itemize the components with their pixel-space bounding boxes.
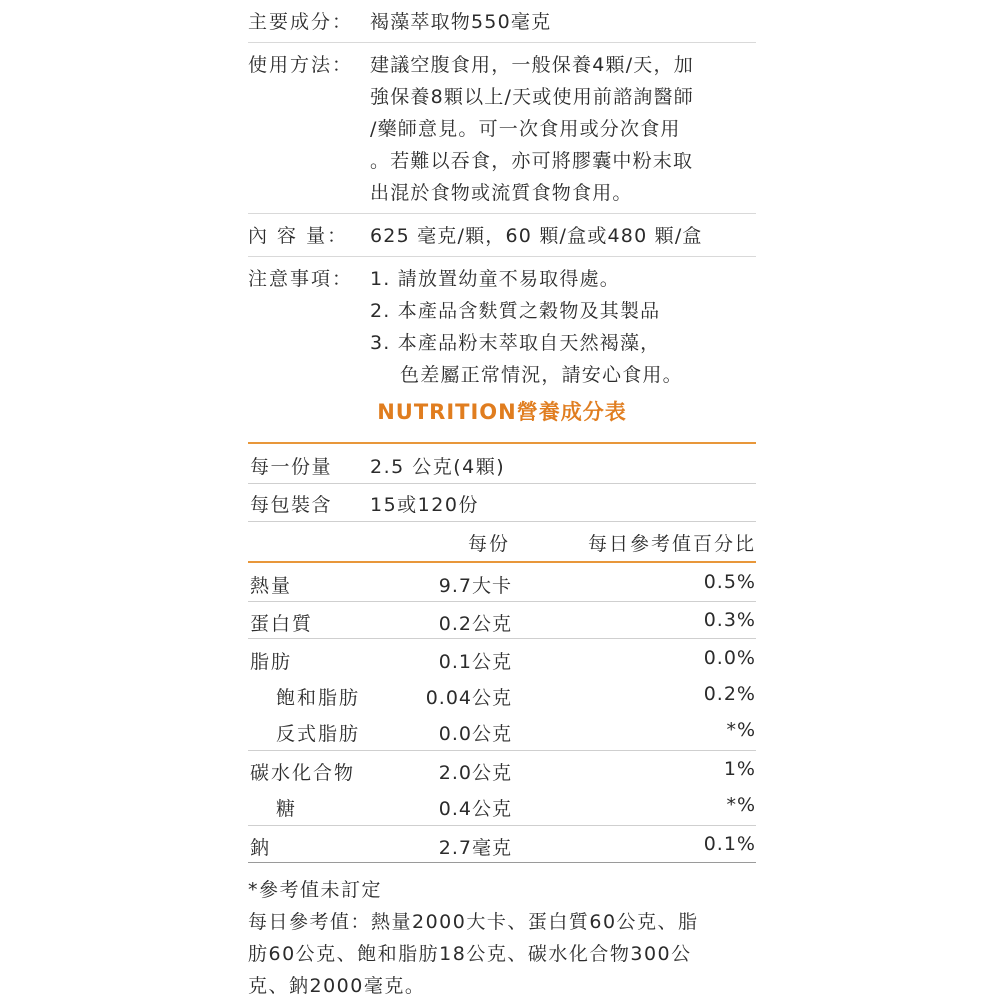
product-info: [248, 0, 756, 395]
nutrient-name: 鈉: [250, 837, 272, 859]
footnotes: [248, 874, 768, 1002]
nutrient-row-sodium: [248, 827, 756, 863]
nutrient-name: 糖: [276, 798, 298, 820]
nutrient-per-serving: 0.0公克: [438, 723, 512, 745]
servings-label: 每包裝含: [250, 494, 333, 516]
nutrition-title: NUTRITION營養成分表: [377, 400, 627, 424]
nutrient-row-carbohydrate: [248, 752, 756, 788]
nutrient-name: 飽和脂肪: [276, 687, 361, 709]
divider: [248, 638, 756, 639]
divider: [248, 825, 756, 826]
caution-item: 3. 本產品粉末萃取自天然褐藻，: [370, 332, 661, 354]
nutrient-per-serving: 0.1公克: [438, 651, 512, 673]
divider: [248, 521, 756, 522]
serving-size-label: 每一份量: [250, 456, 333, 478]
content-row: [248, 214, 756, 257]
footnote-line: 克、鈉2000毫克。: [248, 975, 426, 997]
divider: [248, 750, 756, 751]
nutrient-name: 蛋白質: [250, 613, 314, 635]
usage-label: 使用方法：: [248, 54, 354, 76]
nutrient-per-serving: 0.2公克: [438, 613, 512, 635]
nutrient-name: 熱量: [250, 575, 293, 597]
nutrient-daily-pct: 0.5%: [703, 571, 756, 593]
usage-row: [248, 43, 756, 214]
caution-item-continued: 色差屬正常情況，請安心食用。: [400, 364, 683, 386]
caution-item: 1. 請放置幼童不易取得處。: [370, 268, 620, 290]
nutrient-row-trans-fat: [248, 713, 756, 749]
nutrition-title-rule: [248, 442, 756, 444]
servings-per-pack: [250, 490, 479, 517]
caution-item: 2. 本產品含麩質之穀物及其製品: [370, 300, 661, 322]
nutrient-name: 碳水化合物: [250, 762, 356, 784]
nutrient-row-saturated-fat: [248, 677, 756, 713]
nutrient-daily-pct: 0.1%: [703, 833, 756, 855]
usage-line: 出混於食物或流質食物食用。: [370, 182, 633, 204]
nutrient-daily-pct: 0.2%: [703, 683, 756, 705]
table-bottom-rule: [248, 862, 756, 863]
nutrient-per-serving: 0.04公克: [425, 687, 512, 709]
nutrient-daily-pct: 0.0%: [703, 647, 756, 669]
nutrient-per-serving: 0.4公克: [438, 798, 512, 820]
content-text: 625 毫克/顆，60 顆/盒或480 顆/盒: [370, 225, 703, 247]
nutrient-daily-pct: 0.3%: [703, 609, 756, 631]
ingredient-label: 主要成分：: [248, 11, 354, 33]
usage-line: 強保養8顆以上/天或使用前諮詢醫師: [370, 86, 694, 108]
serving-size: [250, 452, 505, 479]
nutrient-per-serving: 2.7毫克: [438, 837, 512, 859]
nutrient-per-serving: 9.7大卡: [438, 575, 512, 597]
ingredient-row: [248, 0, 756, 43]
nutrient-name: 脂肪: [250, 651, 293, 673]
nutrient-per-serving: 2.0公克: [438, 762, 512, 784]
divider: [248, 483, 756, 484]
serving-size-value: 2.5 公克(4顆): [370, 456, 506, 478]
nutrient-daily-pct: 1%: [723, 758, 756, 780]
nutrient-row-sugar: [248, 788, 756, 824]
caution-label: 注意事項：: [248, 268, 354, 290]
nutrient-name: 反式脂肪: [276, 723, 361, 745]
ingredient-text: 褐藻萃取物550毫克: [370, 11, 552, 33]
nutrient-daily-pct: *%: [726, 794, 756, 816]
footnote-line: *參考值未訂定: [248, 879, 383, 901]
header-rule: [248, 561, 756, 563]
usage-line: 。若難以吞食，亦可將膠囊中粉末取: [370, 150, 694, 172]
usage-line: 建議空腹食用，一般保養4顆/天，加: [370, 54, 694, 76]
caution-row: [248, 257, 756, 395]
content-label: 內 容 量：: [248, 225, 349, 247]
nutrient-row-fat: [248, 641, 756, 677]
servings-value: 15或120份: [370, 494, 479, 516]
usage-line: /藥師意見。可一次食用或分次食用: [370, 118, 681, 140]
footnote-line: 每日參考值：熱量2000大卡、蛋白質60公克、脂: [248, 911, 699, 933]
divider: [248, 601, 756, 602]
daily-pct-header: 每日參考值百分比: [587, 533, 756, 555]
footnote-line: 肪60公克、飽和脂肪18公克、碳水化合物300公: [248, 943, 692, 965]
nutrient-row-calories: [248, 565, 756, 601]
nutrient-daily-pct: *%: [726, 719, 756, 741]
nutrient-row-protein: [248, 603, 756, 639]
per-serving-header: 每份: [468, 533, 511, 555]
